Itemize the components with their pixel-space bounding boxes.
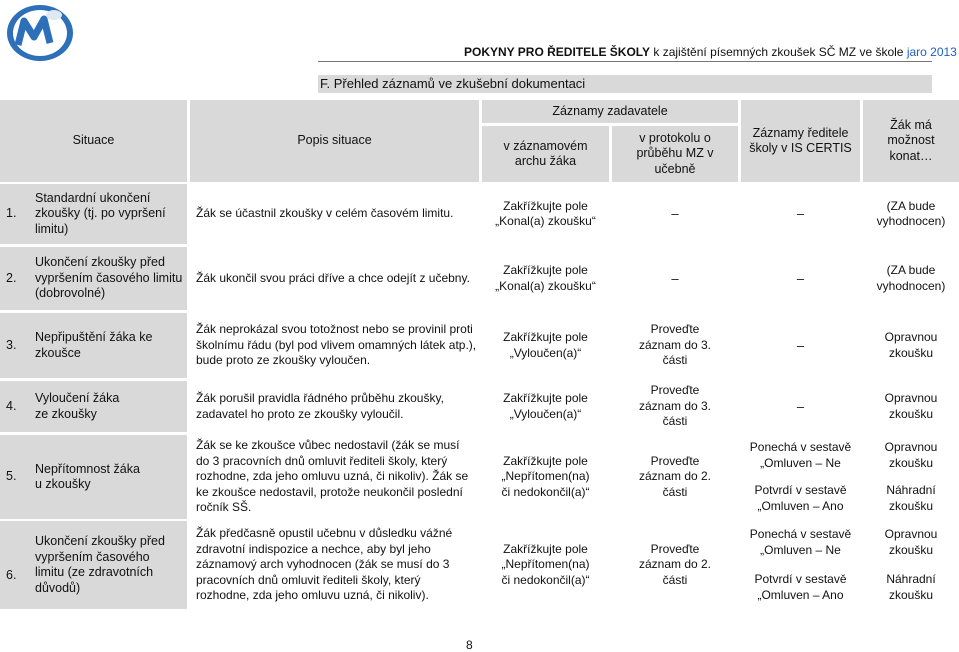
cell-text: Záznamy zadavatele bbox=[552, 103, 668, 118]
col-header-situation bbox=[0, 100, 187, 182]
cell-text: Potvrdí v sestavě bbox=[754, 572, 847, 586]
cell-text: Zakřížkujte pole bbox=[503, 263, 588, 277]
row-description bbox=[190, 521, 479, 609]
cell-text: Opravnou zkoušku bbox=[884, 440, 938, 470]
row-number bbox=[0, 521, 30, 609]
row-student-option-a bbox=[863, 435, 959, 476]
cell-text: Žák předčasně opustil učebnu v důsledku vážné zdravotní indispozice a nechce, aby byl jeho záznamový arch vyhodnocen (žák se musí do 3 pracovních dnů omluvit řediteli školy, který rozhodne, zda jeho omluvu uzná, či nikoliv). bbox=[196, 526, 453, 603]
cell-text: Zakřížkujte pole bbox=[503, 198, 588, 213]
cell-text: Zakřížkujte pole bbox=[503, 453, 588, 468]
section-title-bar bbox=[318, 75, 932, 93]
row-description bbox=[190, 381, 479, 432]
cell-text: v záznamovém archu žáka bbox=[503, 138, 588, 168]
row-description bbox=[190, 184, 479, 244]
cell-text: Opravnou zkoušku bbox=[884, 527, 938, 557]
cell-text: Žák porušil pravidla řádného průběhu zkoušky, zadavatel ho proto ze zkoušky vyloučil. bbox=[196, 391, 444, 421]
header-term: jaro 2013 bbox=[906, 45, 957, 59]
cell-text: v protokolu o průběhu MZ v učebně bbox=[636, 130, 714, 176]
row-archive-record bbox=[482, 313, 609, 378]
row-situation bbox=[30, 313, 187, 378]
row-description bbox=[190, 435, 479, 519]
row-archive-record bbox=[482, 435, 609, 519]
cell-text: „Konal(a) zkoušku“ bbox=[495, 214, 596, 228]
row-director-record-b bbox=[741, 478, 860, 519]
cell-text: Zakřížkujte pole bbox=[503, 541, 588, 556]
cell-text: – bbox=[671, 206, 679, 222]
row-number bbox=[0, 381, 30, 432]
cell-text: 4. bbox=[6, 398, 17, 413]
header-rule bbox=[318, 61, 932, 62]
cell-text: 1. bbox=[6, 206, 17, 221]
cell-text: Ponechá v sestavě bbox=[749, 440, 852, 454]
row-student-option bbox=[863, 247, 959, 310]
cell-text: Žák se účastnil zkoušky v celém časovém limitu. bbox=[196, 206, 454, 221]
cell-text: Zakřížkujte pole bbox=[503, 330, 588, 344]
row-protocol-record bbox=[612, 435, 738, 519]
cell-text: Ukončení zkoušky před vypršením časového limitu (dobrovolné) bbox=[35, 255, 183, 301]
cell-text: – bbox=[796, 398, 805, 414]
cell-text: Proveďte záznam do 3. části bbox=[638, 322, 712, 368]
cell-text: „Nepřítomen(na) bbox=[501, 469, 590, 484]
cell-text: Vyloučení žáka ze zkoušky bbox=[35, 391, 120, 421]
cell-text: či nedokončil(a)“ bbox=[501, 484, 590, 499]
cell-text: Proveďte záznam do 2. části bbox=[638, 541, 712, 587]
col-header-examiner-group bbox=[482, 100, 738, 123]
cell-text: Proveďte záznam do 2. části bbox=[638, 453, 712, 499]
row-protocol-record bbox=[612, 313, 738, 378]
row-number bbox=[0, 184, 30, 244]
cell-text: – bbox=[796, 206, 805, 222]
cell-text: „Omluven – Ano bbox=[757, 498, 844, 513]
cell-text: – bbox=[796, 270, 805, 286]
cell-text: Potvrdí v sestavě bbox=[754, 483, 847, 497]
cell-text: „Vyloučen(a)“ bbox=[509, 406, 582, 421]
row-student-option-b bbox=[863, 566, 959, 609]
row-student-option-b bbox=[863, 478, 959, 519]
row-number bbox=[0, 247, 30, 310]
row-archive-record bbox=[482, 521, 609, 609]
row-description bbox=[190, 313, 479, 378]
cell-text: 3. bbox=[6, 337, 17, 352]
row-director-record bbox=[741, 247, 860, 310]
row-protocol-record bbox=[612, 184, 738, 244]
row-protocol-record bbox=[612, 381, 738, 432]
cell-text: Nepřítomnost žáka u zkoušky bbox=[35, 461, 140, 491]
header-title: POKYNY PRO ŘEDITELE ŠKOLY bbox=[464, 45, 651, 59]
cell-text: či nedokončil(a)“ bbox=[501, 572, 590, 587]
col-header-examiner-protocol bbox=[612, 126, 738, 182]
cell-text: „Konal(a) zkoušku“ bbox=[495, 278, 596, 293]
page-number: 8 bbox=[466, 638, 473, 652]
cell-text: 5. bbox=[6, 469, 17, 484]
cell-text: (ZA bude vyhodnocen) bbox=[876, 198, 946, 228]
cell-text: – bbox=[796, 337, 805, 353]
row-student-option bbox=[863, 184, 959, 244]
row-situation bbox=[30, 184, 187, 244]
row-situation bbox=[30, 521, 187, 609]
cell-text: 2. bbox=[6, 270, 17, 285]
cell-text: Situace bbox=[72, 133, 115, 148]
row-description bbox=[190, 247, 479, 310]
row-student-option bbox=[863, 313, 959, 378]
cell-text: Náhradní zkoušku bbox=[886, 572, 936, 602]
row-number bbox=[0, 313, 30, 378]
row-director-record-b bbox=[741, 566, 860, 609]
cell-text: Ponechá v sestavě bbox=[749, 527, 852, 541]
row-student-option-a bbox=[863, 521, 959, 564]
row-protocol-record bbox=[612, 247, 738, 310]
row-director-record bbox=[741, 184, 860, 244]
cell-text: 6. bbox=[6, 567, 17, 582]
records-table bbox=[0, 100, 959, 610]
cermat-logo bbox=[4, 3, 74, 63]
row-archive-record bbox=[482, 381, 609, 432]
row-director-record bbox=[741, 313, 860, 378]
cell-text: Žák neprokázal svou totožnost nebo se provinil proti školnímu řádu (byl pod vlivem omamných látek atp.), bude proto ze zkoušky vyloučen. bbox=[196, 322, 477, 368]
section-title: F. Přehled záznamů ve zkušební dokumentaci bbox=[320, 76, 586, 91]
row-director-record-a bbox=[741, 521, 860, 564]
row-number bbox=[0, 435, 30, 519]
cell-text: „Omluven – Ne bbox=[760, 455, 841, 470]
cell-text: Zakřížkujte pole bbox=[503, 391, 588, 405]
cell-text: – bbox=[671, 270, 679, 286]
cell-text: Proveďte záznam do 3. části bbox=[638, 383, 712, 429]
cell-text: Žák se ke zkoušce vůbec nedostavil (žák se musí do 3 pracovních dnů omluvit řediteli školy, který rozhodne, zda jeho omluvu uzná, či nikoliv). Žák se ke zkoušce nedostavil, protože neukončil poslední ročník SŠ. bbox=[196, 438, 469, 515]
cell-text: Záznamy ředitele školy v IS CERTIS bbox=[749, 125, 852, 155]
row-situation bbox=[30, 247, 187, 310]
cell-text: Standardní ukončení zkoušky (tj. po vypršení limitu) bbox=[35, 190, 166, 236]
row-situation bbox=[30, 381, 187, 432]
row-protocol-record bbox=[612, 521, 738, 609]
cell-text: Náhradní zkoušku bbox=[886, 483, 936, 513]
cell-text: Opravnou zkoušku bbox=[884, 391, 938, 421]
row-student-option bbox=[863, 381, 959, 432]
row-archive-record bbox=[482, 247, 609, 310]
row-director-record-a bbox=[741, 435, 860, 476]
document-header bbox=[464, 45, 957, 59]
cell-text: „Vyloučen(a)“ bbox=[509, 345, 582, 360]
cell-text: Popis situace bbox=[297, 133, 372, 148]
cell-text: „Omluven – Ano bbox=[757, 587, 844, 602]
row-director-record bbox=[741, 381, 860, 432]
row-situation bbox=[30, 435, 187, 519]
cell-text: (ZA bude vyhodnocen) bbox=[876, 263, 946, 293]
cell-text: Opravnou zkoušku bbox=[884, 330, 938, 360]
cell-text: Ukončení zkoušky před vypršením časového limitu (ze zdravotních důvodů) bbox=[35, 534, 165, 595]
row-archive-record bbox=[482, 184, 609, 244]
cell-text: Žák má možnost konat… bbox=[887, 117, 935, 163]
cell-text: „Omluven – Ne bbox=[760, 542, 841, 557]
col-header-student-option bbox=[863, 100, 959, 182]
col-header-director bbox=[741, 100, 860, 182]
cell-text: Nepřipuštění žáka ke zkoušce bbox=[35, 330, 153, 360]
header-subtitle: k zajištění písemných zkoušek SČ MZ ve škole bbox=[650, 45, 907, 59]
cell-text: „Nepřítomen(na) bbox=[501, 557, 590, 572]
col-header-examiner-archive bbox=[482, 126, 609, 182]
col-header-description bbox=[190, 100, 479, 182]
cell-text: Žák ukončil svou práci dříve a chce odejít z učebny. bbox=[196, 270, 470, 285]
